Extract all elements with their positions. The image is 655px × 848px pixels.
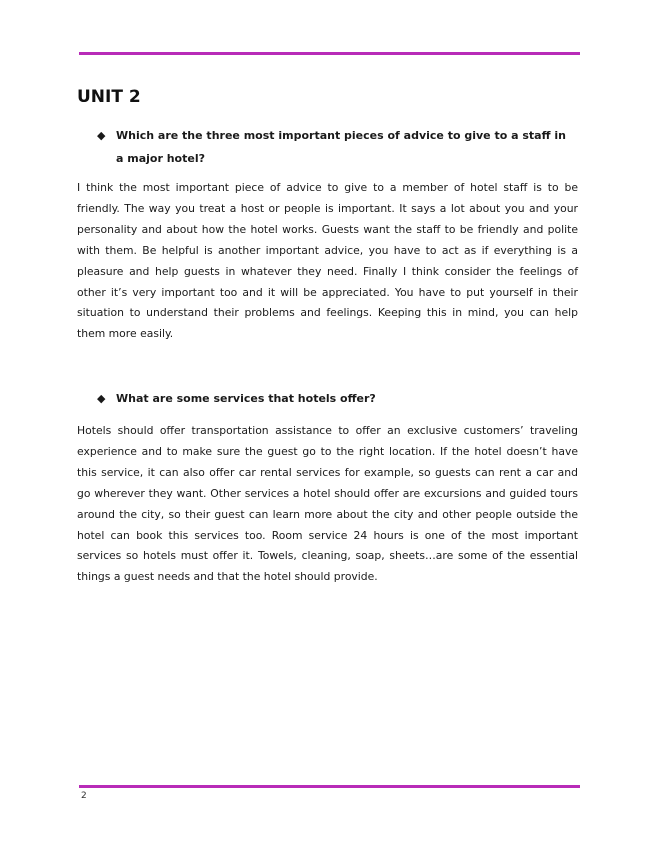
header-divider	[79, 52, 580, 55]
page-number: 2	[81, 791, 87, 801]
question-1	[97, 124, 567, 170]
question-1-text: Which are the three most important pieces of advice to give to a staff in a major hotel?	[116, 129, 566, 165]
diamond-bullet-icon: ◆	[97, 392, 106, 405]
answer-2-paragraph: Hotels should offer transportation assistance to offer an exclusive customers’ traveling experience and to make sure the guest go to the right location. If the hotel doesn’t have this service, it can also offer car rental services for example, so guests can rent a car and go wherever they want. Other services a hotel should offer are excursions and guided tours around the city, so their guest can learn more about the city and other people outside the hotel can book this services too. Room service 24 hours is one of the most important services so hotels must offer it. Towels, cleaning, soap, sheets…are some of the essential things a guest needs and that the hotel should provide.	[77, 424, 578, 584]
question-2	[97, 387, 567, 410]
diamond-bullet-icon: ◆	[97, 129, 106, 142]
question-2-text: What are some services that hotels offer?	[116, 392, 376, 405]
answer-1-paragraph: I think the most important piece of advice to give to a member of hotel staff is to be friendly. The way you treat a host or people is important. It says a lot about you and your personality and about how the hotel works. Guests want the staff to be friendly and polite with them. Be helpful is another important advice, you have to act as if everything is a pleasure and help guests in whatever they need. Finally I think consider the feelings of other it’s very important too and it will be appreciated. You have to put yourself in their situation to understand their problems and feelings. Keeping this in mind, you can help them more easily.	[77, 181, 578, 341]
unit-title: UNIT 2	[77, 87, 141, 107]
footer-divider	[79, 785, 580, 788]
